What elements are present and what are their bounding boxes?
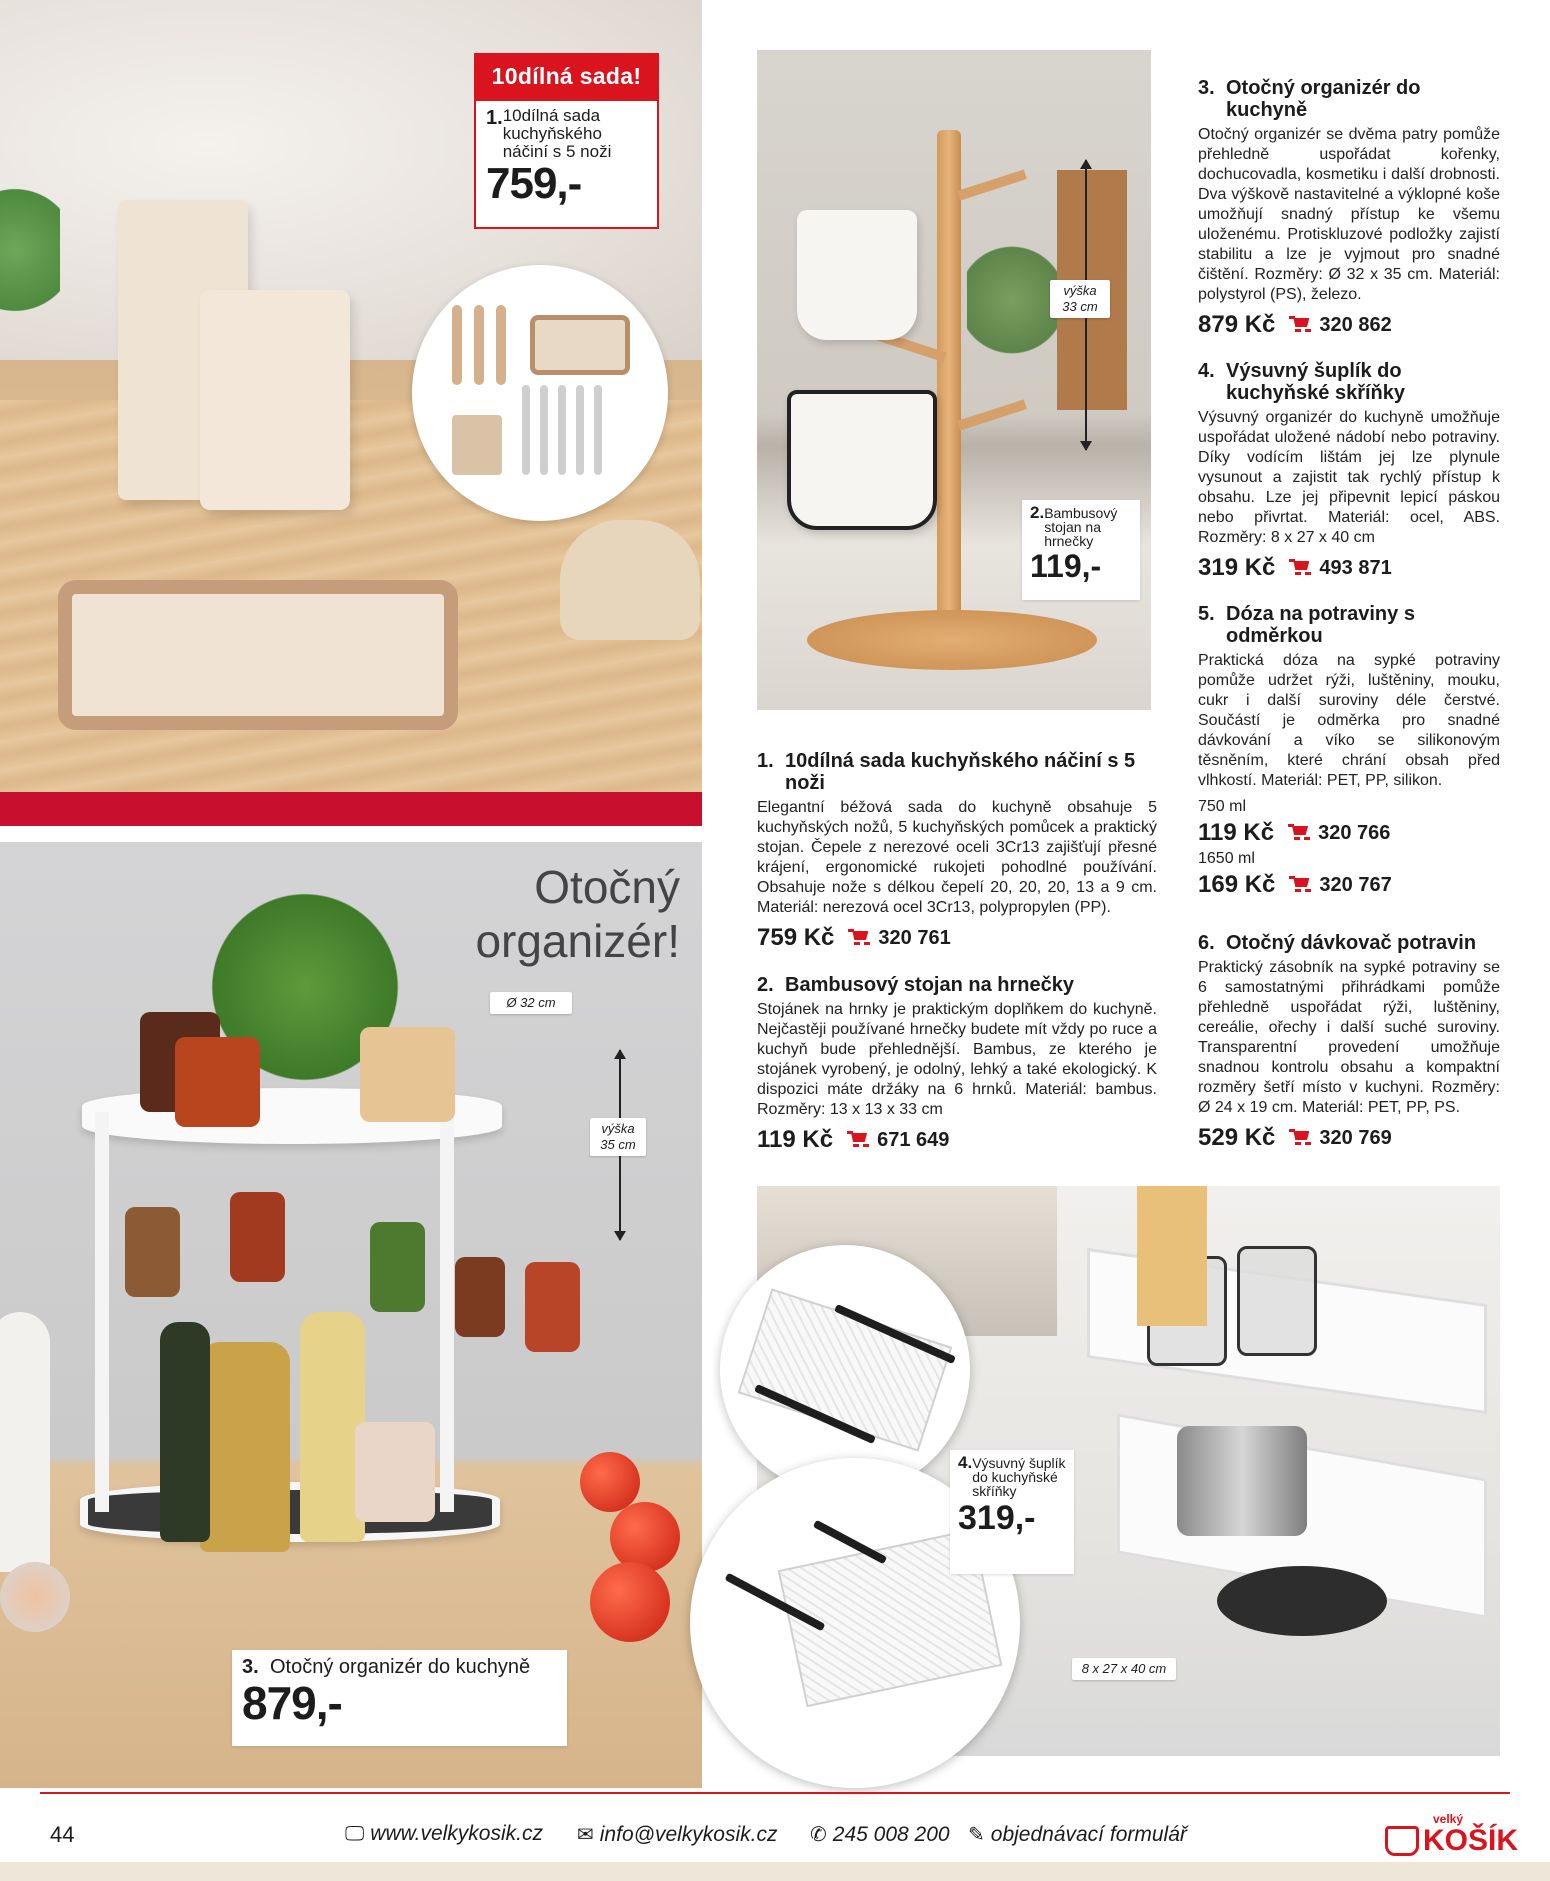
footer-phone: 245 008 200 — [832, 1822, 950, 1846]
hero-price: 119,- — [1030, 548, 1102, 584]
product-title-text: Otočný dávkovač potravin — [1226, 932, 1477, 954]
product-description: Stojánek na hrnky je praktickým doplňkem do kuchyně. Nejčastěji používané hrnečky budete mít vždy po ruce a kuchyň bude přehlednější. Bambus, ze kterého je stojánek vyrobený, je odolný, lehký a také ekologický. K dispozici máte držáky na 6 hrnků. Materiál: bambus. Rozměry: 13 x 13 x 33 cm — [757, 1001, 1157, 1118]
product-1 — [757, 750, 1157, 952]
product-title — [1198, 603, 1500, 647]
cart-icon[interactable] — [1289, 1129, 1311, 1147]
product-price-row — [1198, 311, 1500, 339]
product-price-row — [1198, 819, 1500, 847]
product-code: 320 862 — [1319, 313, 1392, 336]
footer-website: www.velkykosik.cz — [370, 1822, 543, 1845]
organizer-height-tag: výška 35 cm — [590, 1118, 646, 1156]
hero-price-box-2 — [1022, 500, 1140, 600]
footer-divider — [40, 1792, 1510, 1794]
footer-email: info@velkykosik.cz — [599, 1822, 778, 1846]
hero-price: 879,- — [242, 1677, 342, 1729]
organizer-diameter-tag: Ø 32 cm — [490, 992, 572, 1014]
product-num: 1. — [757, 750, 774, 772]
logo-small-text: velký — [1433, 1812, 1464, 1826]
product-code: 320 767 — [1319, 873, 1392, 896]
velky-kosik-logo[interactable] — [1385, 1812, 1518, 1856]
product-description: Praktická dóza na sypké potraviny pomůže udržet rýži, luštěniny, mouku, cukr i další suroviny déle čerstvé. Součástí je odměrka pro snadné dávkování a víko se silikonovým těsněním, které chrání obsah před vlhkostí. Materiál: PET, PP, silikon. — [1198, 652, 1500, 789]
product-price-row — [757, 1126, 1157, 1154]
footer-order-form: objednávací formulář — [990, 1822, 1187, 1846]
product-title-text: Bambusový stojan na hrnečky — [785, 974, 1074, 996]
product-code: 320 769 — [1319, 1126, 1392, 1149]
hero-price: 319,- — [958, 1499, 1036, 1537]
monitor-icon: 🖵 — [345, 1822, 365, 1845]
product-title — [757, 974, 1157, 996]
page-footer — [0, 1800, 1550, 1860]
product-title-text: Dóza na potraviny s odměrkou — [1226, 603, 1415, 647]
red-divider-stripe — [0, 792, 702, 826]
product-title — [1198, 360, 1500, 404]
product-price: 169 Kč — [1198, 871, 1276, 898]
hero-price: 759,- — [486, 159, 582, 208]
product-num: 5. — [1198, 603, 1215, 625]
product-4 — [1198, 360, 1500, 582]
product-title-text: Výsuvný šuplík do kuchyňské skříňky — [1226, 360, 1405, 404]
phone-icon: ✆ — [810, 1824, 827, 1846]
product-2 — [757, 974, 1157, 1154]
cart-icon[interactable] — [848, 929, 870, 947]
product-price: 319 Kč — [1198, 554, 1276, 581]
hero-num: 4. — [958, 1453, 973, 1472]
product-6 — [1198, 932, 1500, 1152]
product-price: 879 Kč — [1198, 311, 1276, 338]
product-num: 6. — [1198, 932, 1215, 954]
hero-price-box-4 — [950, 1450, 1074, 1574]
bottom-photo-strip — [0, 1862, 1550, 1881]
product-num: 4. — [1198, 360, 1215, 382]
hero-price-box-3 — [232, 1650, 567, 1746]
hero-desc: Bambusový stojan na hrnečky — [1044, 505, 1118, 549]
hero-desc: Výsuvný šuplík do kuchyňské skříňky — [972, 1455, 1066, 1499]
product-title — [1198, 932, 1500, 954]
product-title — [757, 750, 1157, 794]
product-variant-volume: 750 ml — [1198, 798, 1247, 815]
hero-num: 3. — [242, 1656, 259, 1678]
hero-desc: Otočný organizér do kuchyně — [270, 1656, 531, 1678]
rotating-organizer-photo — [0, 842, 702, 1788]
footer-phone-link[interactable] — [810, 1822, 950, 1847]
product-code: 671 649 — [877, 1128, 950, 1151]
product-price: 119 Kč — [1198, 819, 1275, 846]
product-price: 529 Kč — [1198, 1124, 1276, 1151]
hero-desc: 10dílná sada kuchyňského náčiní s 5 noži — [502, 106, 612, 161]
product-price-row — [1198, 554, 1500, 582]
edit-form-icon: ✎ — [968, 1824, 985, 1846]
product-description: Otočný organizér se dvěma patry pomůže přehledně uspořádat kořenky, dochucovadla, kosmetiku i další drobnosti. Dva výškově nastavitelné a výklopné koše umožňují snadný přístup ke všemu uloženému. Protiskluzové podložky zajistí stabilitu a lze je vyjmout pro snadné čištění. Rozměry: Ø 32 x 35 cm. Materiál: polystyrol (PS), železo. — [1198, 126, 1500, 303]
product-num: 3. — [1198, 77, 1215, 99]
product-price-row — [757, 924, 1157, 952]
product-description: Elegantní béžová sada do kuchyně obsahuje 5 kuchyňských nožů, 5 kuchyňských pomůcek a praktický stojan. Čepele z nerezové oceli 3Cr13 zajišťují přesné krájení, ergonomické rukojeti pohodlné používání. Obsahuje nože s délkou čepelí 20, 20, 20, 13 a 9 cm. Materiál: nerezová ocel 3Cr13, polypropylen (PP). — [757, 799, 1157, 916]
envelope-icon: ✉ — [577, 1824, 594, 1846]
mug-stand-photo — [757, 50, 1151, 710]
cart-icon[interactable] — [1289, 316, 1311, 334]
product-3 — [1198, 77, 1500, 339]
footer-email-link[interactable] — [577, 1822, 777, 1847]
set-badge: 10dílná sada! — [474, 53, 659, 99]
product-code: 493 871 — [1319, 556, 1392, 579]
product-variant-volume: 1650 ml — [1198, 850, 1255, 867]
product-price: 759 Kč — [757, 924, 835, 951]
product-description: Výsuvný organizér do kuchyně umožňuje uspořádat uložené nádobí nebo potraviny. Díky vodícím lištám jej lze plynule vysunout a zajistit tak rychlý přístup k obsahu. Lze jej připevnit lepicí páskou nebo přivrtat. Materiál: ocel, ABS. Rozměry: 8 x 27 x 40 cm — [1198, 409, 1500, 546]
hero-num: 1. — [486, 107, 503, 129]
footer-website-link[interactable] — [345, 1822, 543, 1846]
cart-icon[interactable] — [1288, 824, 1310, 842]
product-code: 320 761 — [878, 926, 951, 949]
utensil-set-inset-photo — [412, 265, 668, 521]
product-description: Praktický zásobník na sypké potraviny se 6 samostatnými přihrádkami pomůže přehledně uspořádat rýži, luštěniny, cereálie, ořechy i další suché suroviny. Transparentní provedení umožňuje snadnou kontrolu obsahu a kompaktní rozměry šetří místo v kuchyni. Rozměry: Ø 24 x 19 cm. Materiál: PET, PP, PS. — [1198, 959, 1500, 1116]
product-price-row — [1198, 871, 1500, 899]
cart-icon[interactable] — [1289, 876, 1311, 894]
product-title-text: 10dílná sada kuchyňského náčiní s 5 noži — [785, 750, 1136, 794]
product-price: 119 Kč — [757, 1126, 834, 1153]
product-num: 2. — [757, 974, 774, 996]
hero-num: 2. — [1030, 503, 1045, 522]
product-5 — [1198, 603, 1500, 899]
footer-order-form-link[interactable] — [968, 1822, 1187, 1847]
organizer-headline: Otočný organizér! — [475, 861, 680, 967]
cart-icon[interactable] — [847, 1131, 869, 1149]
product-code: 320 766 — [1318, 821, 1391, 844]
shopping-cart-icon — [1385, 1826, 1419, 1856]
mug-stand-height-tag: výška 33 cm — [1050, 280, 1110, 318]
product-price-row — [1198, 1124, 1500, 1152]
hero-price-box-1 — [474, 99, 659, 229]
product-title — [1198, 77, 1500, 121]
page-number: 44 — [50, 1822, 75, 1847]
drawer-size-tag: 8 x 27 x 40 cm — [1072, 1658, 1176, 1680]
logo-big-text: KOŠÍK — [1423, 1824, 1519, 1857]
cart-icon[interactable] — [1289, 559, 1311, 577]
product-title-text: Otočný organizér do kuchyně — [1226, 77, 1421, 121]
